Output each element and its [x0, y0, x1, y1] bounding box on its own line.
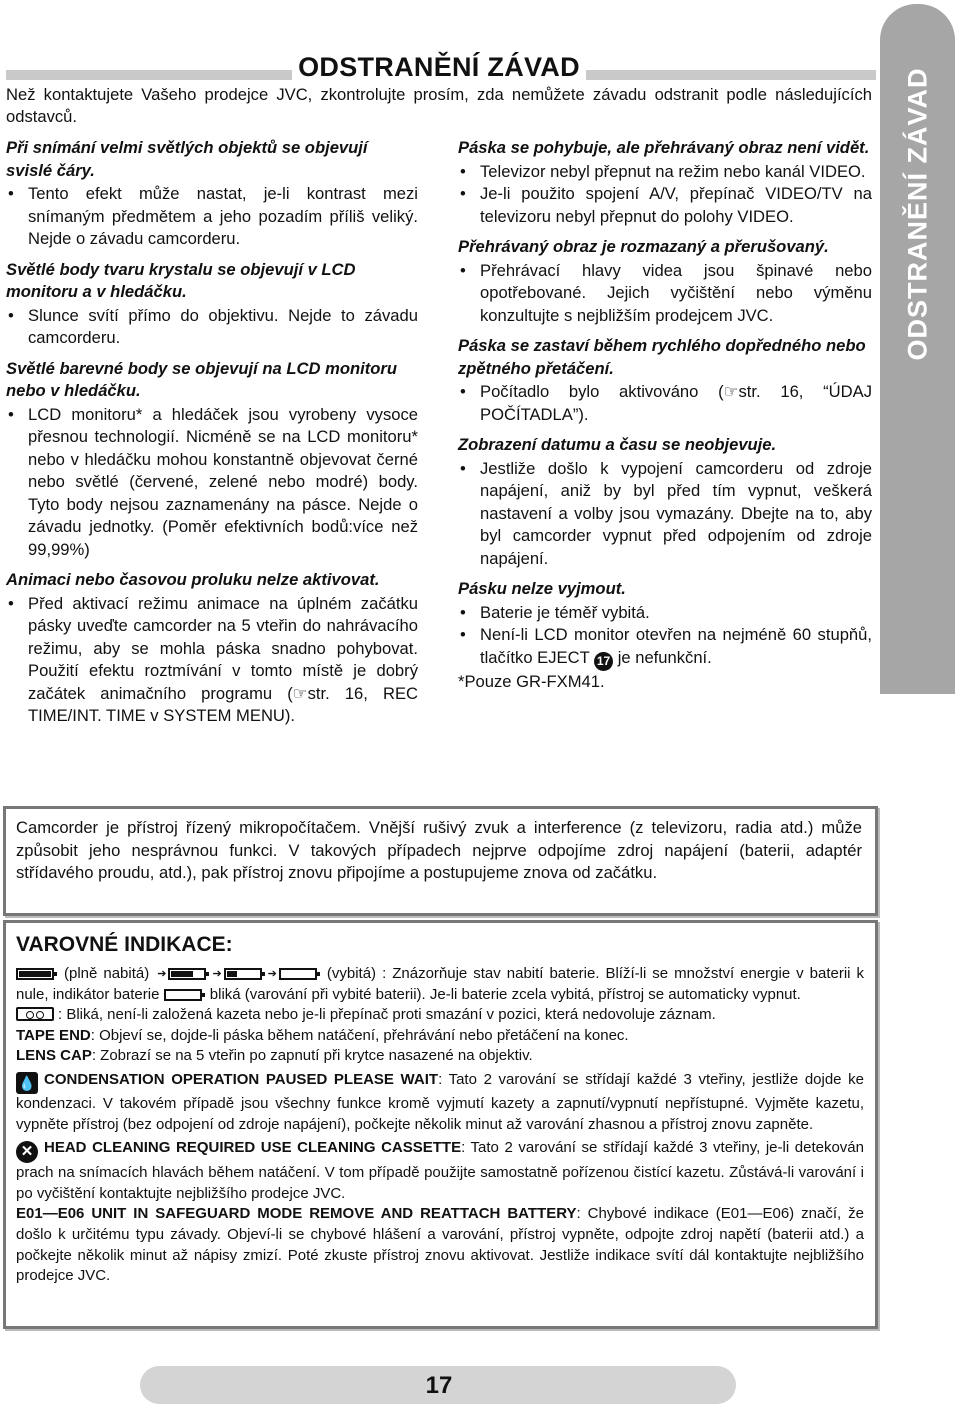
section-title: Světlé body tvaru krystalu se objevují v LCD monitoru a v hledáčku. [6, 259, 356, 301]
bullet-icon: • [460, 458, 466, 478]
bullet-text: Před aktivací režimu animace na úplném začátku pásky uveďte camcorder na 5 vteřin do nahrávacího režimu, aby se mohla páska snadno pohybovat. Použití efektu roztmívání v tomto místě je dobrý začátek animačního programu ( [28, 593, 418, 703]
section-title: Při snímání velmi světlých objektů se objevují svislé čáry. [6, 138, 368, 180]
bullet-icon: • [8, 184, 14, 203]
section-title: Světlé barevné body se objevují na LCD monitoru nebo v hledáčku. [6, 358, 397, 400]
tape-end-text: : Objeví se, dojde-li páska během natáčení, přehrávání nebo přetáčení na konec. [90, 1026, 629, 1044]
info-box [3, 806, 878, 916]
bullet-icon: • [8, 593, 14, 613]
head-cleaning-paragraph [16, 1138, 864, 1204]
bullet-text: Počítadlo bylo aktivováno (☞str. 16, “ÚDAJ POČÍTADLA”). [480, 382, 872, 424]
bullet-item [458, 602, 872, 625]
cassette-indicator-paragraph [16, 1005, 864, 1026]
bullet-item [458, 161, 872, 184]
section-date-time [458, 434, 872, 570]
bullet-item [6, 305, 418, 350]
section-tape-stops [458, 335, 872, 426]
error-codes-label: E01—E06 UNIT IN SAFEGUARD MODE REMOVE AND REATTACH BATTERY [16, 1205, 577, 1223]
bullet-text: Přehrávací hlavy videa jsou špinavé nebo opotřebované. Jejich vyčištění nebo výměnu konzultujte s nejbližším prodejcem JVC. [480, 260, 872, 325]
bullet-item [6, 593, 418, 728]
warning-body [16, 964, 864, 1287]
bullet-item [458, 381, 872, 426]
battery-two-thirds-icon [168, 968, 206, 980]
section-title: Pásku nelze vyjmout. [458, 579, 626, 598]
page-reference: ☞str. 16, REC TIME/INT. TIME v SYSTEM MENU). [28, 683, 419, 725]
lens-cap-text: : Zobrazí se na 5 vteřin po zapnutí při krytce nasazené na objektiv. [91, 1047, 533, 1065]
battery-empty-label: (vybitá) [326, 965, 377, 982]
section-title: Přehrávaný obraz je rozmazaný a přerušovaný. [458, 237, 829, 256]
section-animation [6, 569, 418, 728]
warning-title: VAROVNÉ INDIKACE: [16, 933, 233, 956]
tape-end-label: TAPE END [16, 1026, 91, 1044]
section-title: Páska se pohybuje, ale přehrávaný obraz není vidět. [458, 138, 870, 157]
condensation-text: : Tato 2 varování se střídají každé 3 vteřiny, jestliže dojde ke kondenzaci. V takovém případě jsou všechny funkce kromě vyjmutí kazety a zapnutí/vypnutí nepřístupné. Vyjměte kazetu, vypněte přístroj (bez odpojení od zdroje napájení), počkejte několik minut až varování zhasnou a přístroj znovu zapněte. [16, 1070, 864, 1133]
bullet-icon: • [8, 404, 14, 424]
bullet-item [458, 183, 872, 228]
section-no-picture [458, 137, 872, 228]
arrow-right-icon: ➔ [212, 968, 222, 980]
battery-text: bliká (varování při vybité baterii). Je-li baterie zcela vybitá, přístroj se automaticky vypnut. [209, 985, 801, 1003]
bullet-text: Slunce svítí přímo do objektivu. Nejde to závadu camcorderu. [28, 305, 418, 347]
page-title [0, 52, 878, 83]
bullet-text: Jestliže došlo k vypojení camcorderu od zdroje napájení, aniž by byl před tím vypnut, veškerá nastavení a volby jsou vymazány. Dbejte na to, aby byl camcorder vypnut před odpojením od zdroje napájení. [480, 458, 872, 568]
bullet-text: LCD monitoru* a hledáček jsou vyrobeny vysoce přesnou technologií. Nicméně se na LCD monitoru* nebo v hledáčku mohou konstantně objevovat černé nebo světlé (červené, zelené nebo modré) body. Tyto body nejsou zaznamenány na pásce. Nejde o závadu jednotky. (Poměr efektivních bodů:více než 99,99%) [28, 404, 418, 559]
page-number: 17 [425, 1372, 453, 1399]
section-color-dots [6, 358, 418, 562]
bullet-text: Je-li použito spojení A/V, přepínač VIDEO/TV na televizoru nebyl přepnut do polohy VIDEO. [480, 184, 872, 226]
bullet-text: Tento efekt může nastat, je-li kontrast mezi snímaným předmětem a jeho pozadím příliš veliký. Nejde o závadu camcorderu. [28, 184, 418, 248]
bullet-icon: • [8, 305, 14, 325]
bullet-icon: • [460, 260, 466, 280]
section-title: Animaci nebo časovou proluku nelze aktivovat. [6, 570, 380, 589]
lens-cap-paragraph [16, 1046, 864, 1067]
water-drop-icon: 💧 [16, 1072, 38, 1094]
left-column [6, 137, 418, 736]
section-title: Páska se zastaví během rychlého dopředného nebo zpětného přetáčení. [458, 336, 866, 378]
error-codes-paragraph [16, 1204, 864, 1286]
footnote: *Pouze GR-FXM41. [458, 671, 605, 691]
bullet-icon: • [460, 602, 466, 622]
bullet-icon: • [460, 184, 466, 203]
bullet-item [458, 458, 872, 571]
battery-text: : Znázorňuje stav nabití baterie. Blíží-li se množství energie v baterii k nule, indikátor baterie [16, 965, 865, 1003]
section-tape-eject [458, 578, 872, 693]
head-cleaning-label: HEAD CLEANING REQUIRED USE CLEANING CASSETTE [44, 1139, 462, 1157]
battery-empty-icon [164, 989, 202, 1001]
head-cleaning-text: : Tato 2 varování se střídají každé 3 vteřiny, je-li detekován prach na snímacích hlavách během natáčení. V tom případě použijte samostatně pořízenou čistící kazetu. Zůstává-li varování i po vyčištění kontaktujte nejbližšího prodejce JVC. [16, 1139, 864, 1202]
battery-full-icon [16, 968, 54, 980]
condensation-paragraph [16, 1070, 864, 1135]
battery-full-label: (plně nabitá) [64, 965, 150, 982]
bullet-item [6, 183, 418, 251]
side-section-tab [880, 4, 955, 694]
battery-empty-icon [279, 968, 317, 980]
section-crystal-points [6, 259, 418, 350]
cassette-icon [16, 1007, 54, 1021]
bullet-text: je nefunkční. [617, 647, 712, 667]
cassette-text: : Bliká, není-li založená kazeta nebo je-li přepínač proti smazání v pozici, která nedovoluje záznam. [58, 1006, 716, 1024]
lens-cap-label: LENS CAP [16, 1047, 92, 1065]
bullet-text: Není-li LCD monitor otevřen na nejméně 60 stupňů, tlačítko EJECT [480, 625, 872, 667]
info-box-text: Camcorder je přístroj řízený mikropočítačem. Vnější rušivý zvuk a interference (z televizoru, radia atd.) může způsobit jeho nesprávnou funkci. V takových případech nejprve odpojíme zdroj napájení (baterii, adaptér střídavého proudu, atd.), pak přístroj znovu připojíme a postupujeme znova od začátku. [16, 818, 862, 882]
page-title-text: ODSTRANĚNÍ ZÁVAD [292, 52, 586, 82]
bullet-text: Baterie je téměř vybitá. [480, 602, 650, 622]
bullet-icon: • [460, 382, 466, 401]
bullet-text: Televizor nebyl přepnut na režim nebo kanál VIDEO. [480, 161, 866, 181]
error-codes-text: : Chybové indikace (E01—E06) značí, že došlo k určitému typu závady. Objeví-li se chybové hlášení a varování, přístroj vypněte, odpojte zdroj napětí (baterii atd.) a počkejte několik minut až nápisy zmizí. Poté zkuste přístroj znovu aktivovat. Jestliže indikace svítí dál kontaktujte nejbližšího prodejce JVC. [16, 1205, 864, 1285]
section-blurred-picture [458, 236, 872, 327]
eject-number-badge-icon: 17 [594, 652, 613, 671]
bullet-icon: • [460, 625, 466, 644]
warning-indications-box [3, 920, 878, 1329]
bullet-item [6, 404, 418, 562]
arrow-right-icon: ➔ [157, 968, 167, 980]
bullet-item [458, 624, 872, 671]
bullet-icon: • [460, 161, 466, 181]
right-column [458, 137, 872, 701]
battery-one-third-icon [224, 968, 262, 980]
condensation-label: CONDENSATION OPERATION PAUSED PLEASE WAIT [44, 1070, 439, 1088]
head-cleaning-x-icon: ✕ [16, 1141, 38, 1163]
arrow-right-icon: ➔ [267, 968, 277, 980]
bullet-item [458, 260, 872, 328]
side-tab-label: ODSTRANĚNÍ ZÁVAD [902, 67, 932, 361]
battery-indicator-paragraph [16, 964, 864, 1005]
section-vertical-lines [6, 137, 418, 251]
section-title: Zobrazení datumu a času se neobjevuje. [458, 435, 777, 454]
intro-paragraph: Než kontaktujete Vašeho prodejce JVC, zkontrolujte prosím, zda nemůžete závadu odstranit podle následujících odstavců. [6, 85, 872, 126]
tape-end-paragraph [16, 1026, 864, 1047]
